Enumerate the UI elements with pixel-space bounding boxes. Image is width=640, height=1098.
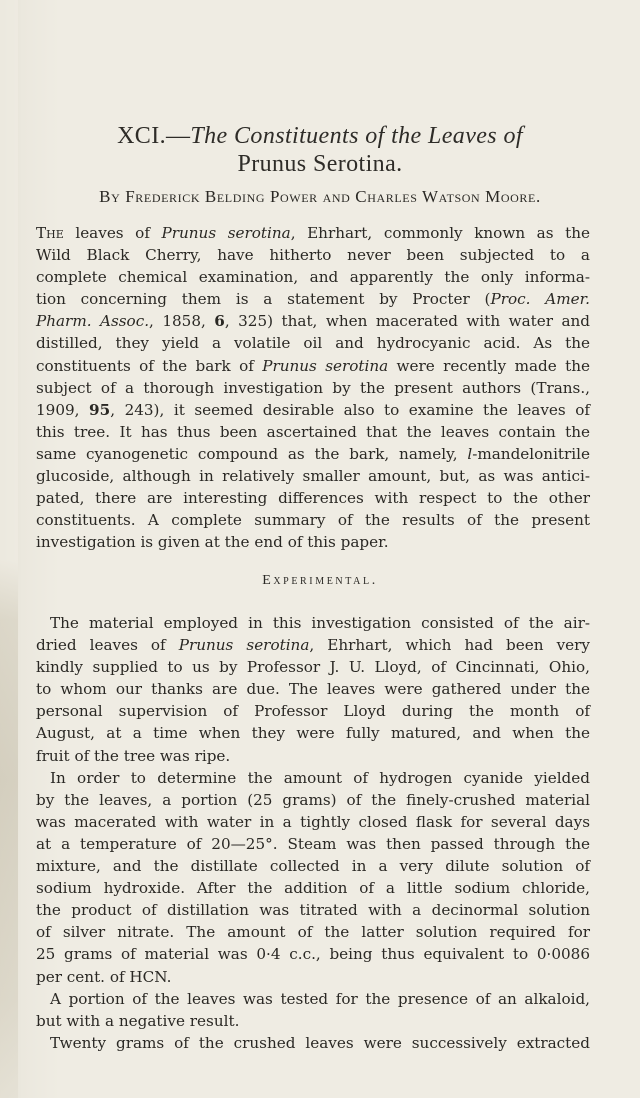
paragraph-extraction: [36, 1032, 590, 1054]
para-line: personal supervision of Professor Lloyd during the month of: [36, 702, 590, 721]
title-dash: —: [166, 123, 191, 149]
para-line: but with a negative result.: [36, 1011, 240, 1030]
intro-line: this tree. It has thus been ascertained that the leaves contain the: [36, 422, 590, 441]
intro-line: constituents of the bark of Prunus serotina were recently made the: [36, 356, 590, 375]
intro-line: 1909, 95, 243), it seemed desirable also to examine the leaves of: [36, 400, 591, 419]
article-title: [0, 122, 640, 178]
para-line: at a temperature of 20—25°. Steam was then passed through the: [36, 834, 590, 853]
para-line: by the leaves, a portion (25 grams) of the finely-crushed material: [36, 790, 590, 809]
intro-line: tion concerning them is a statement by Procter (Proc. Amer.: [36, 290, 590, 309]
para-line: In order to determine the amount of hydrogen cyanide yielded: [50, 768, 590, 787]
para-line: 25 grams of material was 0·4 c.c., being thus equivalent to 0·0086: [36, 945, 590, 964]
title-line-2: Prunus Serotina.: [237, 151, 403, 177]
para-line: mixture, and the distillate collected in a very dilute solution of: [36, 857, 590, 876]
para-line: A portion of the leaves was tested for the presence of an alkaloid,: [50, 989, 590, 1008]
byline: By Frederick Belding Power and Charles Watson Moore.: [99, 187, 541, 206]
intro-line: The leaves of Prunus serotina, Ehrhart, commonly known as the: [36, 224, 590, 242]
intro-line: same cyanogenetic compound as the bark, namely, l-mandelonitrile: [36, 444, 590, 463]
intro-line: constituents. A complete summary of the results of the present: [36, 511, 590, 530]
title-line-1: [0, 122, 640, 150]
para-line: fruit of the tree was ripe.: [36, 746, 231, 765]
para-line: sodium hydroxide. After the addition of a little sodium chloride,: [36, 879, 590, 898]
intro-line: investigation is given at the end of this paper.: [36, 533, 389, 552]
intro-line: Wild Black Cherry, have hitherto never been subjected to a: [36, 246, 590, 265]
para-line: Twenty grams of the crushed leaves were successively extracted: [50, 1033, 590, 1052]
paragraph-material: [36, 612, 590, 767]
intro-line: complete chemical examination, and apparently the only informa-: [36, 268, 590, 287]
intro-paragraph: [36, 222, 590, 553]
intro-line: subject of a thorough investigation by the present authors (Trans.,: [36, 378, 590, 397]
para-line: per cent. of HCN.: [36, 967, 172, 986]
section-heading: Experimental.: [262, 573, 378, 588]
para-line: the product of distillation was titrated with a decinormal solution: [36, 901, 590, 920]
title-italic: The Constituents of the Leaves of: [190, 123, 523, 149]
intro-line: distilled, they yield a volatile oil and hydrocyanic acid. As the: [36, 334, 590, 353]
intro-line: Pharm. Assoc., 1858, 6, 325) that, when macerated with water and: [36, 312, 591, 331]
paragraph-hcn: [36, 767, 590, 988]
para-line: dried leaves of Prunus serotina, Ehrhart, which had been very: [36, 636, 590, 655]
para-line: The material employed in this investigation consisted of the air-: [50, 614, 590, 632]
para-line: kindly supplied to us by Professor J. U. Lloyd, of Cincinnati, Ohio,: [36, 658, 590, 677]
intro-line: glucoside, although in relatively smaller amount, but, as was antici-: [36, 467, 590, 486]
article-number: XCI.: [117, 123, 166, 149]
para-line: August, at a time when they were fully matured, and when the: [36, 724, 590, 743]
para-line: was macerated with water in a tightly closed flask for several days: [36, 812, 590, 831]
intro-line: pated, there are interesting differences with respect to the other: [36, 489, 590, 508]
para-line: to whom our thanks are due. The leaves were gathered under the: [36, 680, 590, 699]
para-line: of silver nitrate. The amount of the latter solution required for: [36, 923, 590, 942]
paragraph-alkaloid: [36, 988, 590, 1032]
